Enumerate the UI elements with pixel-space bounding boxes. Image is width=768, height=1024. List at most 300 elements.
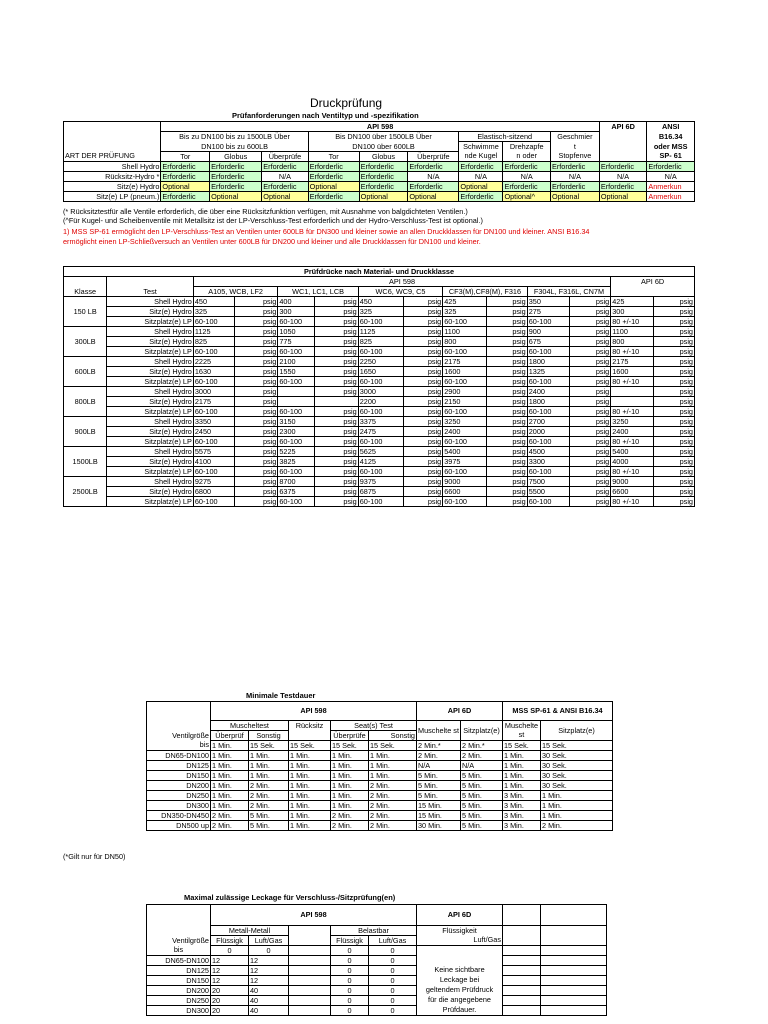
t4-value-cell: 0 bbox=[331, 975, 369, 985]
t2-value-cell: psig bbox=[235, 477, 278, 487]
t1-h-tor: Tor bbox=[161, 151, 210, 161]
t4-x4 bbox=[541, 925, 607, 935]
t2-test-cell: Sitz(e) Hydro bbox=[107, 427, 194, 437]
t4-size-cell: DN300 bbox=[147, 1005, 211, 1015]
t2-value-cell: 1650 bbox=[358, 367, 403, 377]
t2-value-cell: 60-100 bbox=[193, 467, 234, 477]
t3-value-cell: 30 Sek. bbox=[541, 750, 613, 760]
t2-value-cell: 1600 bbox=[443, 367, 486, 377]
t2-value-cell: psig bbox=[486, 477, 527, 487]
t2-value-cell: psig bbox=[569, 337, 610, 347]
t2-api6d: API 6D bbox=[611, 277, 695, 287]
t2-value-cell: 60-100 bbox=[527, 347, 569, 357]
t2-value-cell: 2200 bbox=[358, 397, 403, 407]
t2-value-cell: 60-100 bbox=[527, 497, 569, 507]
t2-value-cell: psig bbox=[404, 367, 443, 377]
t2-value-cell: psig bbox=[486, 437, 527, 447]
t2-value-cell: 2100 bbox=[278, 357, 315, 367]
t4-row bbox=[147, 975, 607, 985]
t2-value-cell: psig bbox=[654, 437, 695, 447]
t2-value-cell: psig bbox=[654, 457, 695, 467]
t4-spacer bbox=[289, 955, 331, 965]
t3-value-cell: N/A bbox=[461, 760, 503, 770]
t2-test-cell: Sitzplatz(e) LP bbox=[107, 347, 194, 357]
t1-cell: Erforderlic bbox=[599, 181, 647, 191]
t3-note: (*Gilt nur für DN50) bbox=[63, 852, 126, 861]
t2-value-cell: psig bbox=[315, 417, 358, 427]
t3-value-cell: 15 Sek. bbox=[289, 740, 331, 750]
t2-value-cell: psig bbox=[569, 357, 610, 367]
t3-value-cell: 15 Sek. bbox=[503, 740, 541, 750]
pressure-table bbox=[63, 266, 695, 507]
t2-value-cell: 5575 bbox=[193, 447, 234, 457]
t1-api598: API 598 bbox=[161, 122, 599, 132]
t3-musch61: Muschelte st bbox=[503, 720, 541, 740]
t2-value-cell: psig bbox=[569, 487, 610, 497]
t2-value-cell: 7500 bbox=[527, 477, 569, 487]
t2-value-cell: psig bbox=[315, 437, 358, 447]
t4-blank-col bbox=[541, 1005, 607, 1015]
t2-value-cell: psig bbox=[486, 497, 527, 507]
t3-value-cell: 1 Min. bbox=[249, 760, 289, 770]
t2-value-cell: psig bbox=[486, 307, 527, 317]
t2-klasse-cell: 150 LB bbox=[64, 297, 107, 327]
t3-value-cell: 5 Min. bbox=[461, 800, 503, 810]
t1-note-4: ermöglicht einen LP-Schließversuch an Ventilen unter 600LB für DN200 und kleiner und alle Druckklassen für DN100 und kleiner. bbox=[63, 237, 481, 246]
t3-row bbox=[147, 810, 613, 820]
t2-klasse-cell: 300LB bbox=[64, 327, 107, 357]
t1-cell: Erforderlic bbox=[210, 181, 262, 191]
t2-row bbox=[64, 387, 695, 397]
t3-row bbox=[147, 780, 613, 790]
t2-value-cell: psig bbox=[569, 417, 610, 427]
t3-sitz61: Sitzplatz(e) bbox=[541, 720, 613, 740]
t2-value-cell: psig bbox=[315, 347, 358, 357]
t4-x6 bbox=[541, 935, 607, 945]
t2-value-cell: psig bbox=[569, 477, 610, 487]
t3-size-cell: DN300 bbox=[147, 800, 211, 810]
t3-api6d: API 6D bbox=[417, 702, 503, 721]
t2-value-cell: psig bbox=[654, 477, 695, 487]
t2-value-cell: 6875 bbox=[358, 487, 403, 497]
t2-value-cell: psig bbox=[315, 407, 358, 417]
t2-value-cell: 775 bbox=[278, 337, 315, 347]
t2-value-cell: psig bbox=[235, 497, 278, 507]
t1-art: ART DER PRÜFUNG bbox=[64, 151, 161, 161]
t2-value-cell: 5225 bbox=[278, 447, 315, 457]
t2-row bbox=[64, 367, 695, 377]
t2-value-cell: 425 bbox=[443, 297, 486, 307]
t2-row bbox=[64, 497, 695, 507]
t2-value-cell: 3825 bbox=[278, 457, 315, 467]
t3-value-cell: 2 Min.* bbox=[461, 740, 503, 750]
t3-value-cell: 5 Min. bbox=[461, 790, 503, 800]
t3-value-cell: 2 Min. bbox=[541, 820, 613, 830]
t2-value-cell: psig bbox=[569, 387, 610, 397]
t3-value-cell: 30 Min. bbox=[417, 820, 461, 830]
t2-value-cell: 1600 bbox=[611, 367, 654, 377]
t2-row bbox=[64, 337, 695, 347]
t3-value-cell: 1 Min. bbox=[289, 750, 331, 760]
t3-value-cell: 1 Min. bbox=[289, 790, 331, 800]
t1-row-label: Rücksitz-Hydro * bbox=[64, 171, 161, 181]
t2-value-cell: 80 +/-10 bbox=[611, 497, 654, 507]
t4-blank bbox=[147, 905, 211, 926]
t2-value-cell: psig bbox=[235, 387, 278, 397]
t4-value-cell: 0 bbox=[331, 965, 369, 975]
t2-value-cell: psig bbox=[569, 367, 610, 377]
t4-blank-col bbox=[541, 995, 607, 1005]
t3-value-cell: 5 Min. bbox=[461, 780, 503, 790]
t1-cell: Erforderlic bbox=[262, 161, 308, 171]
t3-value-cell: 1 Min. bbox=[289, 800, 331, 810]
t2-value-cell: 350 bbox=[527, 297, 569, 307]
t2-value-cell: 60-100 bbox=[443, 377, 486, 387]
t4-value-cell: 12 bbox=[249, 965, 289, 975]
t2-value-cell: psig bbox=[654, 327, 695, 337]
t2-klasse-cell: 900LB bbox=[64, 417, 107, 447]
t1-api6d-blank-3 bbox=[599, 151, 647, 161]
t2-value-cell: psig bbox=[569, 327, 610, 337]
t3-size-cell: DN65-DN100 bbox=[147, 750, 211, 760]
t3-value-cell: 30 Sek. bbox=[541, 780, 613, 790]
t2-value-cell: 60-100 bbox=[193, 347, 234, 357]
page-title: Druckprüfung bbox=[310, 96, 383, 110]
t2-value-cell: psig bbox=[486, 367, 527, 377]
t2-test-cell: Sitz(e) Hydro bbox=[107, 367, 194, 377]
t2-value-cell: 60-100 bbox=[278, 407, 315, 417]
t4-spacer bbox=[289, 965, 331, 975]
t3-value-cell: 1 Min. bbox=[289, 810, 331, 820]
t2-value-cell: psig bbox=[486, 487, 527, 497]
t4-size-cell: DN250 bbox=[147, 995, 211, 1005]
t4-api6d: API 6D bbox=[417, 905, 503, 926]
t3-rueck: Rücksitz bbox=[289, 720, 331, 730]
t1-cell: N/A bbox=[408, 171, 459, 181]
t1-ansi-3: oder MSS bbox=[647, 142, 695, 152]
t2-value-cell: 60-100 bbox=[278, 497, 315, 507]
t2-value-cell: psig bbox=[235, 447, 278, 457]
t2-value-cell: psig bbox=[486, 297, 527, 307]
t3-size-cell: DN200 bbox=[147, 780, 211, 790]
t2-value-cell: psig bbox=[404, 487, 443, 497]
t2-value-cell: psig bbox=[315, 457, 358, 467]
t3-value-cell: 1 Min. bbox=[541, 810, 613, 820]
t2-value-cell: 60-100 bbox=[278, 347, 315, 357]
t4-value-cell: 12 bbox=[249, 955, 289, 965]
t3-value-cell: 1 Min. bbox=[331, 770, 369, 780]
t4-keine-line: Leckage bei bbox=[439, 974, 480, 984]
t2-value-cell: psig bbox=[654, 347, 695, 357]
t2-value-cell bbox=[278, 397, 315, 407]
t2-value-cell: 60-100 bbox=[527, 377, 569, 387]
t1-gesch-3: Stopfenve bbox=[550, 151, 599, 161]
t2-value-cell: 8700 bbox=[278, 477, 315, 487]
t2-value-cell: psig bbox=[654, 447, 695, 457]
t2-value-cell: 1800 bbox=[527, 357, 569, 367]
t1-row-label: Shell Hydro bbox=[64, 161, 161, 171]
t4-spacer bbox=[289, 985, 331, 995]
t2-value-cell: 60-100 bbox=[193, 407, 234, 417]
t2-test-cell: Sitz(e) Hydro bbox=[107, 397, 194, 407]
t2-value-cell: psig bbox=[486, 457, 527, 467]
t1-cell: Erforderlic bbox=[599, 161, 647, 171]
t3-value-cell: 15 Sek. bbox=[541, 740, 613, 750]
t2-value-cell: psig bbox=[235, 327, 278, 337]
t1-cell: Erforderlic bbox=[161, 171, 210, 181]
t2-value-cell: 2300 bbox=[278, 427, 315, 437]
t1-cell: Erforderlic bbox=[308, 161, 359, 171]
t2-value-cell: psig bbox=[486, 427, 527, 437]
t2-value-cell: psig bbox=[315, 317, 358, 327]
t4-metall: Metall-Metall bbox=[211, 925, 289, 935]
t3-row bbox=[147, 770, 613, 780]
t2-value-cell: 4000 bbox=[611, 457, 654, 467]
t1-cell: N/A bbox=[550, 171, 599, 181]
t2-value-cell: psig bbox=[654, 317, 695, 327]
t4-row bbox=[147, 945, 607, 955]
t2-value-cell: psig bbox=[569, 497, 610, 507]
t2-value-cell: psig bbox=[235, 307, 278, 317]
t2-value-cell: psig bbox=[404, 467, 443, 477]
t2-value-cell: 1125 bbox=[193, 327, 234, 337]
t4-value-cell: 0 bbox=[331, 955, 369, 965]
t1-cell: Erforderlic bbox=[408, 181, 459, 191]
t2-value-cell: 80 +/-10 bbox=[611, 377, 654, 387]
t2-title: Prüfdrücke nach Material- und Druckklasse bbox=[64, 267, 695, 277]
t2-value-cell: 60-100 bbox=[358, 407, 403, 417]
t1-cell: Optional bbox=[599, 191, 647, 201]
duration-table bbox=[146, 701, 613, 831]
t2-test-cell: Shell Hydro bbox=[107, 447, 194, 457]
t3-value-cell: 1 Min. bbox=[331, 750, 369, 760]
t2-test-cell: Sitz(e) Hydro bbox=[107, 307, 194, 317]
t2-row bbox=[64, 397, 695, 407]
t2-mat-2: WC1, LC1, LCB bbox=[278, 287, 358, 297]
t2-value-cell: 1325 bbox=[527, 367, 569, 377]
t3-value-cell: 1 Min. bbox=[211, 800, 249, 810]
t3-value-cell: 2 Min. bbox=[249, 790, 289, 800]
t1-cell: Erforderlic bbox=[503, 161, 551, 171]
t2-test-cell: Sitzplatz(e) LP bbox=[107, 377, 194, 387]
t2-value-cell: 60-100 bbox=[358, 497, 403, 507]
t4-blank-col bbox=[541, 985, 607, 995]
t2-value-cell: 60-100 bbox=[358, 467, 403, 477]
t1-cell: Erforderlic bbox=[210, 171, 262, 181]
t3-seat: Seat(s) Test bbox=[331, 720, 417, 730]
t4-value-cell: 12 bbox=[211, 975, 249, 985]
t2-value-cell: 2175 bbox=[443, 357, 486, 367]
t2-mat-1: A105, WCB, LF2 bbox=[193, 287, 278, 297]
t4-blank-col bbox=[541, 955, 607, 965]
t3-value-cell: 1 Min. bbox=[369, 760, 417, 770]
t1-cell: Erforderlic bbox=[359, 181, 408, 191]
t2-value-cell: psig bbox=[235, 427, 278, 437]
t4-size-cell: bis bbox=[147, 945, 211, 955]
t2-value-cell: 2175 bbox=[193, 397, 234, 407]
t2-value-cell: psig bbox=[569, 457, 610, 467]
t2-value-cell: psig bbox=[315, 357, 358, 367]
t3-value-cell: 1 Min. bbox=[211, 770, 249, 780]
t4-blank-2 bbox=[147, 925, 211, 935]
t4-fl6d-1: Flüssigkeit bbox=[417, 925, 503, 935]
t3-value-cell: 2 Min. bbox=[249, 800, 289, 810]
t2-value-cell: 3975 bbox=[443, 457, 486, 467]
t2-value-cell: psig bbox=[486, 327, 527, 337]
t2-value-cell: 4500 bbox=[527, 447, 569, 457]
t3-ventil: Ventilgröße bbox=[147, 730, 211, 740]
t2-value-cell: 450 bbox=[358, 297, 403, 307]
t2-mat-5: F304L, F316L, CN7M bbox=[527, 287, 610, 297]
t3-value-cell: 1 Min. bbox=[249, 750, 289, 760]
t3-value-cell: 1 Min. bbox=[331, 760, 369, 770]
t2-value-cell: psig bbox=[235, 347, 278, 357]
t2-value-cell: 5625 bbox=[358, 447, 403, 457]
t1-cell: Erforderlic bbox=[308, 171, 359, 181]
t2-value-cell: 80 +/-10 bbox=[611, 347, 654, 357]
t1-cell: N/A bbox=[503, 171, 551, 181]
t2-value-cell: psig bbox=[486, 467, 527, 477]
t2-row bbox=[64, 457, 695, 467]
t2-value-cell: 3250 bbox=[443, 417, 486, 427]
t2-value-cell: psig bbox=[486, 337, 527, 347]
t2-value-cell: psig bbox=[654, 357, 695, 367]
t3-value-cell: 5 Min. bbox=[249, 810, 289, 820]
t3-size-cell: bis bbox=[147, 740, 211, 750]
t2-value-cell: 300 bbox=[611, 307, 654, 317]
t4-x3 bbox=[503, 925, 541, 935]
t1-row bbox=[64, 181, 695, 191]
t1-note-3: 1) MSS SP-61 ermöglicht den LP-Verschluss-Test an Ventilen unter 600LB für DN300 und kleiner sowie an allen Druckklassen für DN100 und kleiner. ANSI B16.34 bbox=[63, 227, 590, 236]
t4-spacer bbox=[289, 945, 331, 955]
t4-blank-col bbox=[503, 955, 541, 965]
t2-value-cell bbox=[611, 387, 654, 397]
t3-api598: API 598 bbox=[211, 702, 417, 721]
t4-blank-col bbox=[541, 945, 607, 955]
t3-musch6d: Muschelte st bbox=[417, 720, 461, 740]
t1-api6d-blank bbox=[599, 132, 647, 142]
t2-value-cell: 3000 bbox=[193, 387, 234, 397]
t2-test-cell: Shell Hydro bbox=[107, 297, 194, 307]
t2-value-cell: psig bbox=[569, 437, 610, 447]
t4-row bbox=[147, 995, 607, 1005]
t2-value-cell: 5400 bbox=[443, 447, 486, 457]
t2-value-cell: 1050 bbox=[278, 327, 315, 337]
t4-value-cell: 20 bbox=[211, 985, 249, 995]
t2-value-cell: 60-100 bbox=[443, 437, 486, 447]
t2-value-cell: 2400 bbox=[611, 427, 654, 437]
t2-value-cell: psig bbox=[315, 427, 358, 437]
t1-cell: Erforderlic bbox=[459, 161, 503, 171]
t2-value-cell: psig bbox=[315, 307, 358, 317]
t3-value-cell: 1 Min. bbox=[503, 760, 541, 770]
t4-blank-col bbox=[541, 965, 607, 975]
t1-h-globus2: Globus bbox=[359, 151, 408, 161]
t2-row bbox=[64, 297, 695, 307]
t3-mss: MSS SP-61 & ANSI B16.34 bbox=[503, 702, 613, 721]
t1-h-tor2: Tor bbox=[308, 151, 359, 161]
t3-row bbox=[147, 800, 613, 810]
t4-fl: Flüssigk bbox=[211, 935, 249, 945]
t3-value-cell: 15 Sek. bbox=[369, 740, 417, 750]
t1-cell: Optional bbox=[550, 191, 599, 201]
t1-corner-2 bbox=[64, 132, 161, 142]
t2-value-cell: 80 +/-10 bbox=[611, 437, 654, 447]
t4-value-cell: 0 bbox=[369, 1005, 417, 1015]
t1-row bbox=[64, 161, 695, 171]
t2-value-cell: psig bbox=[486, 377, 527, 387]
t1-cell: N/A bbox=[647, 171, 695, 181]
t2-value-cell: psig bbox=[404, 337, 443, 347]
t1-cell: N/A bbox=[599, 171, 647, 181]
t2-value-cell: 2475 bbox=[358, 427, 403, 437]
t2-value-cell: 425 bbox=[611, 297, 654, 307]
t1-api6d: API 6D bbox=[599, 122, 647, 132]
t4-row bbox=[147, 955, 607, 965]
t2-test-cell: Sitz(e) Hydro bbox=[107, 487, 194, 497]
t4-belast: Belastbar bbox=[331, 925, 417, 935]
t1-cell: N/A bbox=[262, 171, 308, 181]
t2-value-cell: psig bbox=[486, 407, 527, 417]
t2-value-cell: psig bbox=[654, 297, 695, 307]
t4-spacer bbox=[289, 995, 331, 1005]
t2-mat-4: CF3(M),CF8(M), F316 bbox=[443, 287, 528, 297]
t2-value-cell: 2250 bbox=[358, 357, 403, 367]
t2-value-cell: psig bbox=[235, 467, 278, 477]
t2-value-cell: 1100 bbox=[611, 327, 654, 337]
t2-value-cell: psig bbox=[486, 357, 527, 367]
t2-value-cell: 80 +/-10 bbox=[611, 467, 654, 477]
t3-ueber: Überprüf bbox=[211, 730, 249, 740]
t2-value-cell: 1550 bbox=[278, 367, 315, 377]
t2-value-cell: 5400 bbox=[611, 447, 654, 457]
t1-h-ueber2: Überprüfe bbox=[408, 151, 459, 161]
t3-value-cell: 1 Min. bbox=[249, 770, 289, 780]
t2-value-cell: psig bbox=[235, 457, 278, 467]
t4-row bbox=[147, 1005, 607, 1015]
t2-klasse-cell: 1500LB bbox=[64, 447, 107, 477]
t3-value-cell: 30 Sek. bbox=[541, 770, 613, 780]
t2-value-cell: psig bbox=[315, 447, 358, 457]
t3-size-cell: DN125 bbox=[147, 760, 211, 770]
t2-row bbox=[64, 407, 695, 417]
t2-value-cell: psig bbox=[235, 337, 278, 347]
t2-value-cell: 4125 bbox=[358, 457, 403, 467]
t2-test-cell: Sitzplatz(e) LP bbox=[107, 317, 194, 327]
t2-value-cell: 60-100 bbox=[527, 437, 569, 447]
t1-schw-2: nde Kugel bbox=[459, 151, 503, 161]
t2-value-cell: psig bbox=[569, 317, 610, 327]
t4-value-cell: 40 bbox=[249, 995, 289, 1005]
t2-value-cell: 60-100 bbox=[527, 407, 569, 417]
t2-value-cell: 60-100 bbox=[527, 467, 569, 477]
t2-value-cell: psig bbox=[315, 467, 358, 477]
t2-blank-a bbox=[64, 277, 107, 287]
t3-value-cell: 2 Min.* bbox=[417, 740, 461, 750]
t3-value-cell: 2 Min. bbox=[331, 820, 369, 830]
t2-test-cell: Sitzplatz(e) LP bbox=[107, 407, 194, 417]
t1-elast: Elastisch-sitzend bbox=[459, 132, 551, 142]
t4-value-cell: 0 bbox=[369, 975, 417, 985]
t2-value-cell bbox=[315, 397, 358, 407]
t2-value-cell: 300 bbox=[278, 307, 315, 317]
t3-blank-2 bbox=[147, 720, 211, 730]
t3-value-cell: 2 Min. bbox=[211, 820, 249, 830]
t3-value-cell: 2 Min. bbox=[249, 780, 289, 790]
t2-value-cell: 800 bbox=[443, 337, 486, 347]
t3-value-cell: 1 Min. bbox=[211, 740, 249, 750]
t3-value-cell: 5 Min. bbox=[417, 790, 461, 800]
